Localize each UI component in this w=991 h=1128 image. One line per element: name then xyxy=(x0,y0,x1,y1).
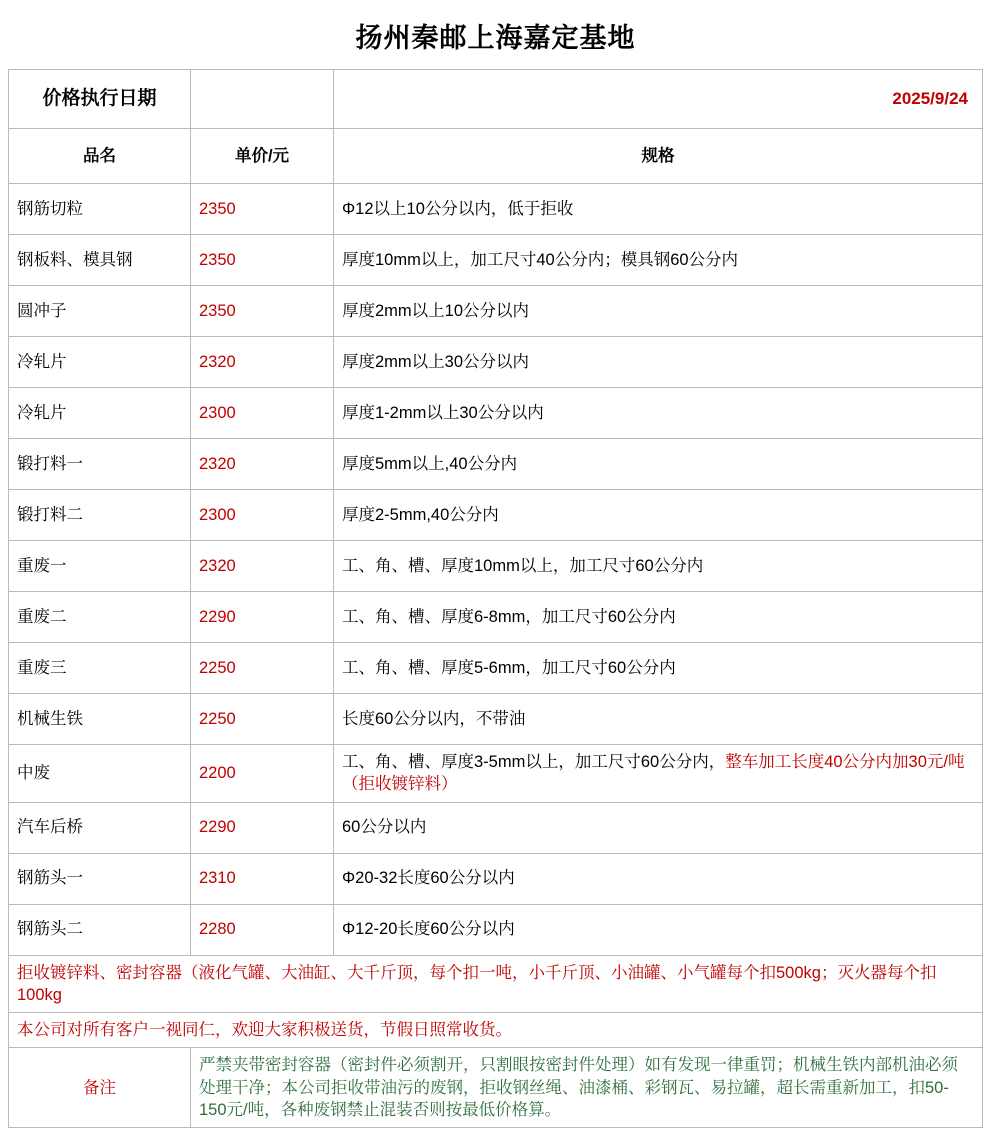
table-row xyxy=(9,745,983,803)
date-row xyxy=(9,70,983,129)
table-row xyxy=(9,643,983,694)
row-price: 2350 xyxy=(191,235,334,286)
date-label: 价格执行日期 xyxy=(9,70,191,129)
row-price: 2300 xyxy=(191,388,334,439)
row-name: 钢筋切粒 xyxy=(9,184,191,235)
row-name: 中废 xyxy=(9,745,191,803)
row-price: 2290 xyxy=(191,802,334,853)
column-header-name: 品名 xyxy=(9,129,191,184)
row-spec-highlight: 整车加工长度40公分内加30元/吨（拒收镀锌料） xyxy=(342,753,965,794)
row-spec: 工、角、槽、厚度6-8mm，加工尺寸60公分内 xyxy=(334,592,983,643)
row-spec: 厚度10mm以上，加工尺寸40公分内；模具钢60公分内 xyxy=(334,235,983,286)
row-name: 重废二 xyxy=(9,592,191,643)
row-spec: 厚度5mm以上,40公分内 xyxy=(334,439,983,490)
date-blank-cell xyxy=(191,70,334,129)
row-spec: 厚度2mm以上30公分以内 xyxy=(334,337,983,388)
row-price: 2200 xyxy=(191,745,334,803)
table-row xyxy=(9,904,983,955)
row-name: 冷轧片 xyxy=(9,337,191,388)
row-name: 冷轧片 xyxy=(9,388,191,439)
row-name: 锻打料二 xyxy=(9,490,191,541)
row-spec: 工、角、槽、厚度5-6mm，加工尺寸60公分内 xyxy=(334,643,983,694)
table-row xyxy=(9,853,983,904)
table-row xyxy=(9,541,983,592)
table-row xyxy=(9,235,983,286)
remark-label: 备注 xyxy=(9,1048,191,1128)
note-row xyxy=(9,1013,983,1048)
row-spec: 厚度2mm以上10公分以内 xyxy=(334,286,983,337)
remark-text: 严禁夹带密封容器（密封件必须割开，只割眼按密封件处理）如有发现一律重罚；机械生铁内部机油必须处理干净；本公司拒收带油污的废钢，拒收钢丝绳、油漆桶、彩钢瓦、易拉罐，超长需重新加工，扣50-150元/吨，各种废钢禁止混装否则按最低价格算。 xyxy=(191,1048,983,1128)
row-name: 圆冲子 xyxy=(9,286,191,337)
row-price: 2250 xyxy=(191,694,334,745)
row-price: 2350 xyxy=(191,286,334,337)
row-price: 2310 xyxy=(191,853,334,904)
row-price: 2320 xyxy=(191,541,334,592)
table-row xyxy=(9,694,983,745)
note-rejected-materials: 拒收镀锌料、密封容器（液化气罐、大油缸、大千斤顶，每个扣一吨，小千斤顶、小油罐、小气罐每个扣500kg；灭火器每个扣100kg xyxy=(9,955,983,1013)
row-spec: 长度60公分以内，不带油 xyxy=(334,694,983,745)
row-spec: 厚度2-5mm,40公分内 xyxy=(334,490,983,541)
row-name: 钢筋头一 xyxy=(9,853,191,904)
row-spec: 工、角、槽、厚度10mm以上，加工尺寸60公分内 xyxy=(334,541,983,592)
row-spec: Φ12-20长度60公分以内 xyxy=(334,904,983,955)
remark-row xyxy=(9,1048,983,1128)
row-name: 钢筋头二 xyxy=(9,904,191,955)
row-name: 钢板料、模具钢 xyxy=(9,235,191,286)
table-header-row xyxy=(9,129,983,184)
row-spec: 60公分以内 xyxy=(334,802,983,853)
row-name: 汽车后桥 xyxy=(9,802,191,853)
date-value: 2025/9/24 xyxy=(334,70,983,129)
note-row xyxy=(9,955,983,1013)
row-name: 锻打料一 xyxy=(9,439,191,490)
row-price: 2250 xyxy=(191,643,334,694)
table-row xyxy=(9,490,983,541)
table-row xyxy=(9,286,983,337)
row-name: 机械生铁 xyxy=(9,694,191,745)
row-spec xyxy=(334,745,983,803)
row-spec: 厚度1-2mm以上30公分以内 xyxy=(334,388,983,439)
table-row xyxy=(9,337,983,388)
row-price: 2320 xyxy=(191,439,334,490)
table-row xyxy=(9,439,983,490)
table-row xyxy=(9,802,983,853)
row-name: 重废一 xyxy=(9,541,191,592)
page-title: 扬州秦邮上海嘉定基地 xyxy=(355,23,636,53)
row-spec-text: 工、角、槽、厚度3-5mm以上，加工尺寸60公分内， xyxy=(342,753,726,771)
row-price: 2320 xyxy=(191,337,334,388)
price-table xyxy=(8,69,983,1128)
note-company-policy: 本公司对所有客户一视同仁，欢迎大家积极送货，节假日照常收货。 xyxy=(9,1013,983,1048)
row-price: 2300 xyxy=(191,490,334,541)
table-row xyxy=(9,388,983,439)
row-price: 2290 xyxy=(191,592,334,643)
row-spec: Φ20-32长度60公分以内 xyxy=(334,853,983,904)
row-name: 重废三 xyxy=(9,643,191,694)
column-header-spec: 规格 xyxy=(334,129,983,184)
table-row xyxy=(9,184,983,235)
column-header-price: 单价/元 xyxy=(191,129,334,184)
table-row xyxy=(9,592,983,643)
row-price: 2350 xyxy=(191,184,334,235)
row-spec: Φ12以上10公分以内，低于拒收 xyxy=(334,184,983,235)
row-price: 2280 xyxy=(191,904,334,955)
